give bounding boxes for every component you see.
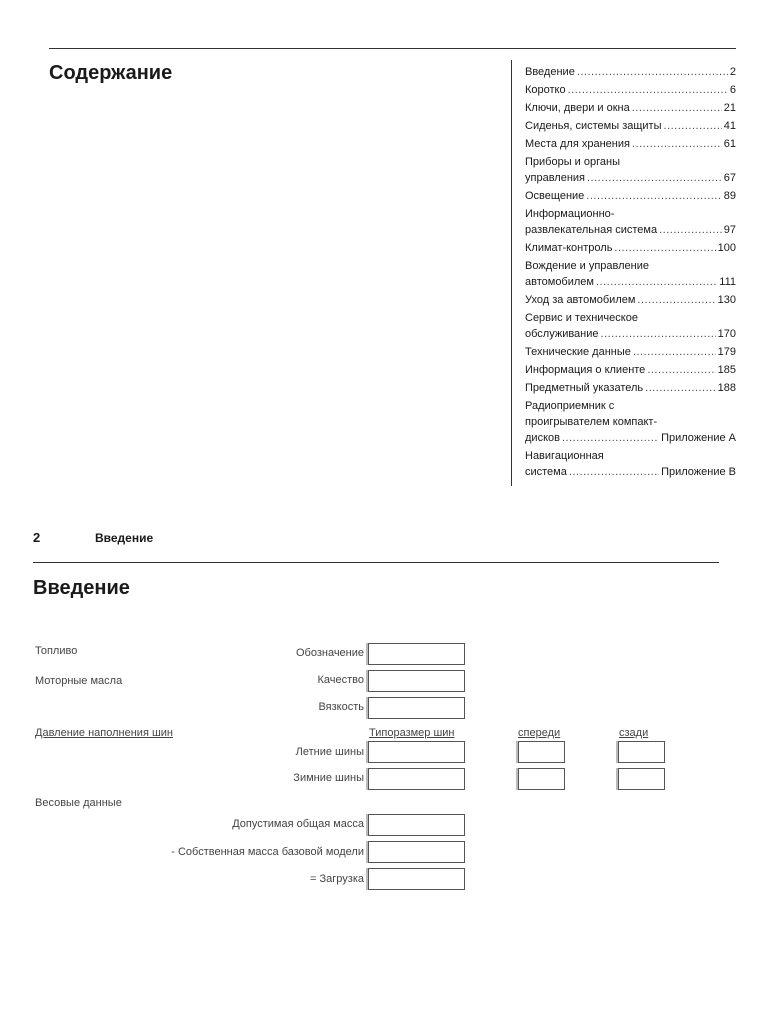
toc-dot-leader (596, 274, 717, 290)
permitted-mass-label: Допустимая общая масса (232, 818, 364, 830)
toc-dot-leader (568, 82, 728, 98)
toc-entry-label: Климат-контроль (525, 242, 613, 254)
toc-dot-leader (562, 430, 659, 446)
toc-entry-page: 6 (729, 84, 736, 96)
toc-entry[interactable] (525, 136, 736, 152)
toc-list (525, 64, 736, 482)
summer-rear-pressure-field[interactable] (618, 741, 665, 763)
designation-field[interactable] (368, 643, 465, 665)
toc-dot-leader (577, 64, 728, 80)
winter-tires-label: Зимние шины (293, 772, 364, 784)
toc-entry[interactable] (525, 100, 736, 116)
toc-entry[interactable] (525, 154, 736, 186)
toc-entry-label: Освещение (525, 190, 585, 202)
tire-size-column-header: Типоразмер шин (369, 727, 455, 739)
base-mass-label: - Собственная масса базовой модели (171, 846, 364, 858)
toc-entry-label: система (525, 466, 567, 478)
toc-entry-page: 41 (723, 120, 736, 132)
rear-column-header: сзади (619, 727, 649, 739)
toc-entry-page: 111 (719, 276, 736, 288)
running-header: Введение (95, 531, 154, 545)
base-mass-field[interactable] (368, 841, 465, 863)
toc-entry-label: управления (525, 172, 585, 184)
toc-entry-page: 89 (723, 190, 736, 202)
toc-entry[interactable] (525, 206, 736, 238)
toc-entry-label: автомобилем (525, 276, 594, 288)
toc-entry-label: Введение (525, 66, 575, 78)
toc-entry-page: Приложение B (661, 466, 736, 478)
toc-entry-label: Информация о клиенте (525, 364, 646, 376)
toc-entry-page: 97 (723, 224, 736, 236)
tire-pressure-label: Давление наполнения шин (35, 727, 173, 739)
toc-dot-leader (633, 344, 716, 360)
toc-entry[interactable] (525, 380, 736, 396)
permitted-mass-field[interactable] (368, 814, 465, 836)
load-field[interactable] (368, 868, 465, 890)
toc-dot-leader (632, 136, 722, 152)
toc-column-divider (511, 60, 512, 486)
toc-entry[interactable] (525, 240, 736, 256)
winter-tire-size-field[interactable] (368, 768, 465, 790)
toc-dot-leader (587, 170, 722, 186)
toc-dot-leader (586, 188, 721, 204)
toc-dot-leader (647, 362, 715, 378)
viscosity-field[interactable] (368, 697, 465, 719)
oil-label: Моторные масла (35, 675, 123, 687)
intro-title: Введение (33, 577, 130, 599)
toc-entry-label: Радиоприемник с (525, 400, 615, 412)
toc-dot-leader (614, 240, 715, 256)
toc-entry-page: 67 (723, 172, 736, 184)
toc-entry[interactable] (525, 82, 736, 98)
toc-entry-page: 170 (717, 328, 736, 340)
toc-entry-label: Приборы и органы (525, 156, 620, 168)
page-number: 2 (33, 530, 41, 545)
toc-entry-page: 2 (729, 66, 736, 78)
toc-title: Содержание (49, 62, 173, 84)
toc-entry-page: 185 (717, 364, 736, 376)
toc-entry-label: Коротко (525, 84, 566, 96)
toc-entry[interactable] (525, 258, 736, 290)
toc-entry-label: развлекательная система (525, 224, 658, 236)
weight-label: Весовые данные (35, 797, 122, 809)
toc-dot-leader (632, 100, 722, 116)
quality-field[interactable] (368, 670, 465, 692)
toc-entry-label: Сиденья, системы защиты (525, 120, 662, 132)
toc-top-rule (49, 48, 736, 49)
toc-entry-page: 21 (723, 102, 736, 114)
intro-header-rule (33, 562, 719, 563)
toc-entry[interactable] (525, 310, 736, 342)
toc-entry-label: проигрывателем компакт- (525, 416, 658, 428)
toc-dot-leader (637, 292, 715, 308)
toc-entry-label: Вождение и управление (525, 260, 649, 272)
toc-entry-label: Сервис и техническое (525, 312, 638, 324)
toc-entry-label: Уход за автомобилем (525, 294, 636, 306)
toc-entry-label: Места для хранения (525, 138, 630, 150)
toc-entry-page: 130 (717, 294, 736, 306)
toc-entry[interactable] (525, 188, 736, 204)
toc-entry[interactable] (525, 64, 736, 80)
winter-front-pressure-field[interactable] (518, 768, 565, 790)
toc-entry-page: 188 (717, 382, 736, 394)
toc-entry-label: Навигационная (525, 450, 604, 462)
toc-entry[interactable] (525, 344, 736, 360)
toc-entry[interactable] (525, 292, 736, 308)
toc-entry-page: 61 (723, 138, 736, 150)
fuel-label: Топливо (35, 645, 78, 657)
designation-label: Обозначение (295, 647, 364, 659)
toc-entry-label: Предметный указатель (525, 382, 644, 394)
front-column-header: спереди (518, 727, 561, 739)
winter-rear-pressure-field[interactable] (618, 768, 665, 790)
toc-dot-leader (659, 222, 722, 238)
toc-entry[interactable] (525, 398, 736, 446)
toc-dot-leader (601, 326, 716, 342)
toc-dot-leader (569, 464, 659, 480)
viscosity-label: Вязкость (318, 701, 364, 713)
toc-entry-page: 100 (717, 242, 736, 254)
summer-tires-label: Летние шины (295, 746, 364, 758)
toc-dot-leader (664, 118, 722, 134)
summer-front-pressure-field[interactable] (518, 741, 565, 763)
toc-entry-label: Ключи, двери и окна (525, 102, 630, 114)
quality-label: Качество (317, 674, 364, 686)
load-label: = Загрузка (310, 873, 364, 885)
summer-tire-size-field[interactable] (368, 741, 465, 763)
toc-entry[interactable] (525, 118, 736, 134)
toc-entry[interactable] (525, 362, 736, 378)
toc-entry-page: Приложение A (661, 432, 736, 444)
toc-entry[interactable] (525, 448, 736, 480)
toc-entry-label: Технические данные (525, 346, 631, 358)
toc-entry-page: 179 (717, 346, 736, 358)
toc-entry-label: обслуживание (525, 328, 599, 340)
toc-entry-label: Информационно- (525, 208, 615, 220)
toc-entry-label: дисков (525, 432, 560, 444)
toc-dot-leader (645, 380, 716, 396)
